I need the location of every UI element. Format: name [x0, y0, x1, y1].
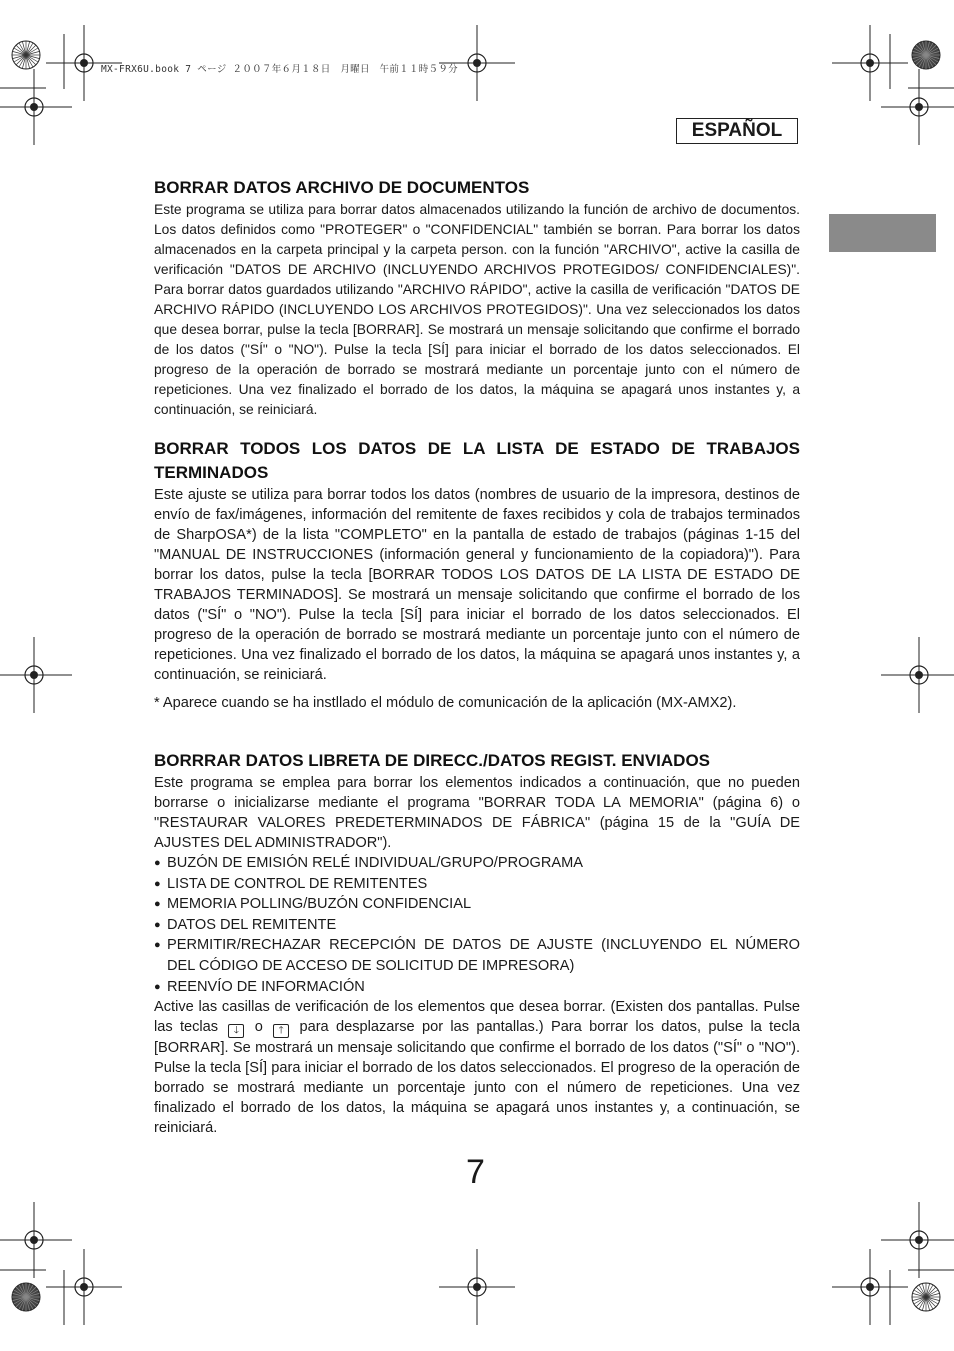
section-body: Este programa se utiliza para borrar datos almacenados utilizando la función de archivo de documentos. Los datos definidos como "PROTEGER" o "CONFIDENCIAL" también se borran. Para borrar los datos almacenados en la carpeta principal y la carpeta person. con la función "ARCHIVO", active la casilla de verificación "DATOS DE ARCHIVO (INCLUYENDO ARCHIVOS PROTEGIDOS/ CONFIDENCIALES)". Para borrar datos guardados utilizando "ARCHIVO RÁPIDO", active la casilla de verificación "DATOS DE ARCHIVO RÁPIDO (INCLUYENDO LOS ARCHIVOS PROTEGIDOS)". Una vez seleccionados los datos que desea borrar, pulse la tecla [BORRAR]. Se mostrará un mensaje solicitando que confirme el borrado de los datos ("SÍ" o "NO"). Pulse la tecla [SÍ] para iniciar el borrado de los datos seleccionados. El progreso de la operación de borrado se mostrará mediante un porcentaje junto con el número de repeticiones. Una vez finalizado el borrado de los datos, la máquina se apagará unos instantes y, a continuación, se reiniciará. — [154, 202, 800, 417]
registration-crosshair-icon — [0, 1202, 72, 1278]
registration-crosshair-icon — [832, 25, 908, 101]
section-borrar-lista-estado — [154, 437, 800, 713]
registration-crosshair-icon — [0, 69, 72, 145]
registration-crosshair-icon — [881, 69, 954, 145]
list-item: ● DATOS DEL REMITENTE — [154, 915, 800, 936]
bullet-icon: ● — [154, 939, 161, 952]
color-target-icon — [12, 1283, 40, 1311]
list-item: ● LISTA DE CONTROL DE REMITENTES — [154, 874, 800, 895]
section-body: Este ajuste se utiliza para borrar todos los datos (nombres de usuario de la impresora, destinos de envío de fax/imágenes, información del remitente de faxes recibidos y cola de trabajos terminados de SharpOSA*) de la lista "COMPLETO" en la pantalla de estado de trabajos (páginas 1-15 del "MANUAL DE INSTRUCCIONES (información general y funcionamiento de la copiadora)"). Para borrar los datos, pulse la tecla [BORRAR TODOS LOS DATOS DE LA LISTA DE ESTADO DE TRABAJOS TERMINADOS]. Se mostrará un mensaje solicitando que confirme el borrado de los datos ("SÍ" o "NO"). Pulse la tecla [SÍ] para iniciar el borrado de los datos seleccionados. El progreso de la operación de borrado se mostrará mediante un porcentaje junto con el número de repeticiones. Una vez finalizado el borrado de los datos, la máquina se apagará unos instantes y, a continuación, se reiniciará. — [154, 487, 800, 683]
color-target-icon — [12, 41, 40, 69]
registration-crosshair-icon — [46, 1249, 122, 1325]
print-header-info: MX-FRX6U.book 7 ページ ２００７年６月１８日 月曜日 午前１１時５９分 — [101, 64, 458, 75]
color-target-icon — [912, 1283, 940, 1311]
registration-crosshair-icon — [881, 1202, 954, 1278]
chapter-side-tab — [829, 214, 936, 252]
list-item: ● REENVÍO DE INFORMACIÓN — [154, 977, 800, 998]
section-body: Este programa se emplea para borrar los elementos indicados a continuación, que no pueden borrarse o inicializarse mediante el programa "BORRAR TODA LA MEMORIA" (página 6) o "RESTAURAR VALORES PREDETERMINADOS DE FÁBRICA" (página 15 de la "GUÍA DE AJUSTES DEL ADMINISTRADOR"). — [154, 775, 800, 851]
registration-crosshair-icon — [0, 637, 72, 713]
up-arrow-key-icon: 🡑 — [273, 1024, 289, 1038]
footnote: * Aparece cuando se ha instllado el módulo de comunicación de la aplicación (MX-AMX2). — [154, 695, 737, 711]
list-item: ● BUZÓN DE EMISIÓN RELÉ INDIVIDUAL/GRUPO/PROGRAMA — [154, 853, 800, 874]
bullet-list — [154, 853, 800, 997]
section-title: BORRAR TODOS LOS DATOS DE LA LISTA DE ESTADO DE TRABAJOS TERMINADOS — [154, 439, 800, 482]
bullet-icon: ● — [154, 980, 161, 993]
list-item: ● PERMITIR/RECHAZAR RECEPCIÓN DE DATOS DE AJUSTE (INCLUYENDO EL NÚMERO DEL CÓDIGO DE ACCESO DE SOLICITUD DE IMPRESORA) — [154, 935, 800, 976]
bullet-icon: ● — [154, 877, 161, 890]
registration-crosshair-icon — [439, 1249, 515, 1325]
down-arrow-key-icon: 🡓 — [228, 1024, 244, 1038]
section-title: BORRRAR DATOS LIBRETA DE DIRECC./DATOS REGIST. ENVIADOS — [154, 751, 711, 770]
closing-paragraph: Active las casillas de verificación de los elementos que desea borrar. (Existen dos pantallas. Pulse las teclas 🡓 o 🡑 para desplazarse por las pantallas.) Para borrar los datos, pulse la tecla [BORRAR]. Se mostrará un mensaje solicitando que confirme el borrado de los datos ("SÍ" o "NO"). Pulse la tecla [SÍ] para iniciar el borrado de los datos seleccionados. El progreso de la operación de borrado se mostrará mediante un porcentaje junto con el número de repeticiones. Una vez finalizado el borrado de los datos, la máquina se apagará unos instantes y, a continuación, se reiniciará. — [154, 999, 801, 1137]
page-number: 7 — [466, 1153, 485, 1191]
bullet-icon: ● — [154, 898, 161, 911]
color-target-icon — [912, 41, 940, 69]
bullet-icon: ● — [154, 857, 161, 869]
registration-crosshair-icon — [881, 637, 954, 713]
section-title: BORRAR DATOS ARCHIVO DE DOCUMENTOS — [154, 178, 530, 197]
language-label: ESPAÑOL — [676, 118, 798, 144]
section-borrar-libreta-direcciones — [154, 749, 800, 1138]
bullet-icon: ● — [154, 918, 161, 931]
section-borrar-datos-archivo — [154, 176, 800, 420]
registration-crosshair-icon — [832, 1249, 908, 1325]
list-item: ● MEMORIA POLLING/BUZÓN CONFIDENCIAL — [154, 894, 800, 915]
